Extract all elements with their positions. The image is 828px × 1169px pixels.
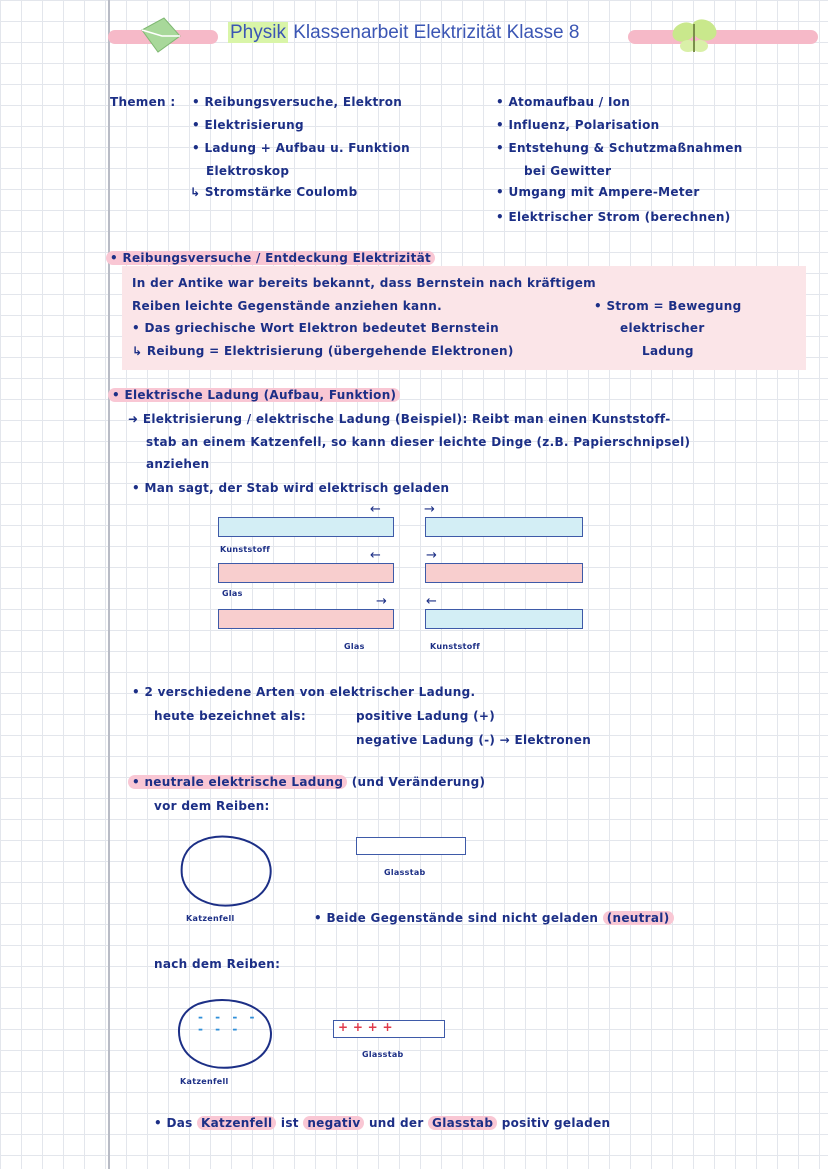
section2-text-line: • Man sagt, der Stab wird elektrisch geladen xyxy=(132,481,450,495)
themen-right-item: • Elektrischer Strom (berechnen) xyxy=(496,210,731,224)
section1-side-note: • Strom = Bewegung xyxy=(594,299,742,313)
section3-heading: • neutrale elektrische Ladung (und Veränderung) xyxy=(128,775,485,789)
glasstab-label: Glasstab xyxy=(384,868,426,877)
minus-charges: - - - - - - - xyxy=(198,1010,259,1036)
arten-label: heute bezeichnet als: xyxy=(154,709,306,723)
themen-left-item: Elektroskop xyxy=(206,164,290,178)
themen-left-item: ↳ Stromstärke Coulomb xyxy=(190,185,358,199)
section1-heading: • Reibungsversuche / Entdeckung Elektrizität xyxy=(106,251,435,265)
kunststoff-rod-3 xyxy=(425,609,583,629)
glas-rod-1 xyxy=(218,563,394,583)
themen-left-item: • Ladung + Aufbau u. Funktion xyxy=(192,141,411,155)
positive-charge: positive Ladung (+) xyxy=(356,709,495,723)
arten-line: • 2 verschiedene Arten von elektrischer Ladung. xyxy=(132,685,476,699)
section2-text-line: anziehen xyxy=(146,457,210,471)
rod-label-kunststoff: Kunststoff xyxy=(220,545,271,554)
section1-text-line: Reiben leichte Gegenstände anziehen kann. xyxy=(132,299,443,313)
kunststoff-rod-1 xyxy=(218,517,394,537)
beide-line: • Beide Gegenstände sind nicht geladen (neutral) xyxy=(314,911,674,925)
themen-right-item: bei Gewitter xyxy=(524,164,612,178)
themen-left-item: • Reibungsversuche, Elektron xyxy=(192,95,403,109)
section1-text-line: • Das griechische Wort Elektron bedeutet Bernstein xyxy=(132,321,500,335)
vor-reiben-label: vor dem Reiben: xyxy=(154,799,270,813)
notebook-margin-line xyxy=(108,0,110,1169)
section1-text-line: ↳ Reibung = Elektrisierung (übergehende Elektronen) xyxy=(132,344,514,358)
label-glas: Glas xyxy=(344,642,365,651)
arrow-left-icon: ← xyxy=(426,594,437,609)
section2-text-line: ➜ Elektrisierung / elektrische Ladung (Beispiel): Reibt man einen Kunststoff- xyxy=(128,412,671,426)
section1-text-line: In der Antike war bereits bekannt, dass Bernstein nach kräftigem xyxy=(132,276,596,290)
negative-charge: negative Ladung (-) → Elektronen xyxy=(356,733,592,747)
themen-label: Themen : xyxy=(110,95,176,109)
themen-right-item: • Umgang mit Ampere-Meter xyxy=(496,185,700,199)
themen-right-item: • Influenz, Polarisation xyxy=(496,118,660,132)
title-rest: Klassenarbeit Elektrizität Klasse 8 xyxy=(293,22,580,43)
themen-right-item: • Atomaufbau / Ion xyxy=(496,95,631,109)
kunststoff-rod-2 xyxy=(425,517,583,537)
katzenfell-label-2: Katzenfell xyxy=(180,1077,229,1086)
section1-side-note: elektrischer xyxy=(620,321,705,335)
rod-label-glas: Glas xyxy=(222,589,243,598)
label-kunststoff: Kunststoff xyxy=(430,642,481,651)
arrow-left-icon: ← xyxy=(370,548,381,563)
envelope-icon xyxy=(138,14,184,58)
glas-rod-3 xyxy=(218,609,394,629)
themen-left-item: • Elektrisierung xyxy=(192,118,304,132)
fazit-line: • Das Katzenfell ist negativ und der Glasstab positiv geladen xyxy=(154,1116,611,1130)
nach-reiben-label: nach dem Reiben: xyxy=(154,957,281,971)
arrow-left-icon: ← xyxy=(370,502,381,517)
section2-heading: • Elektrische Ladung (Aufbau, Funktion) xyxy=(108,388,400,402)
arrow-right-icon: → xyxy=(376,594,387,609)
title-band-right xyxy=(628,30,818,44)
glas-rod-2 xyxy=(425,563,583,583)
butterfly-icon xyxy=(668,14,720,58)
arrow-right-icon: → xyxy=(424,502,435,517)
themen-right-item: • Entstehung & Schutzmaßnahmen xyxy=(496,141,743,155)
title-highlight: Physik xyxy=(230,22,286,43)
katzenfell-label: Katzenfell xyxy=(186,914,235,923)
section1-side-note: Ladung xyxy=(642,344,694,358)
katzenfell-shape xyxy=(178,832,278,912)
glasstab-neutral xyxy=(356,837,466,855)
plus-charges: + + + + xyxy=(338,1020,393,1034)
page-title xyxy=(228,22,579,44)
arrow-right-icon: → xyxy=(426,548,437,563)
glasstab-label-2: Glasstab xyxy=(362,1050,404,1059)
section2-text-line: stab an einem Katzenfell, so kann dieser leichte Dinge (z.B. Papierschnipsel) xyxy=(146,435,691,449)
